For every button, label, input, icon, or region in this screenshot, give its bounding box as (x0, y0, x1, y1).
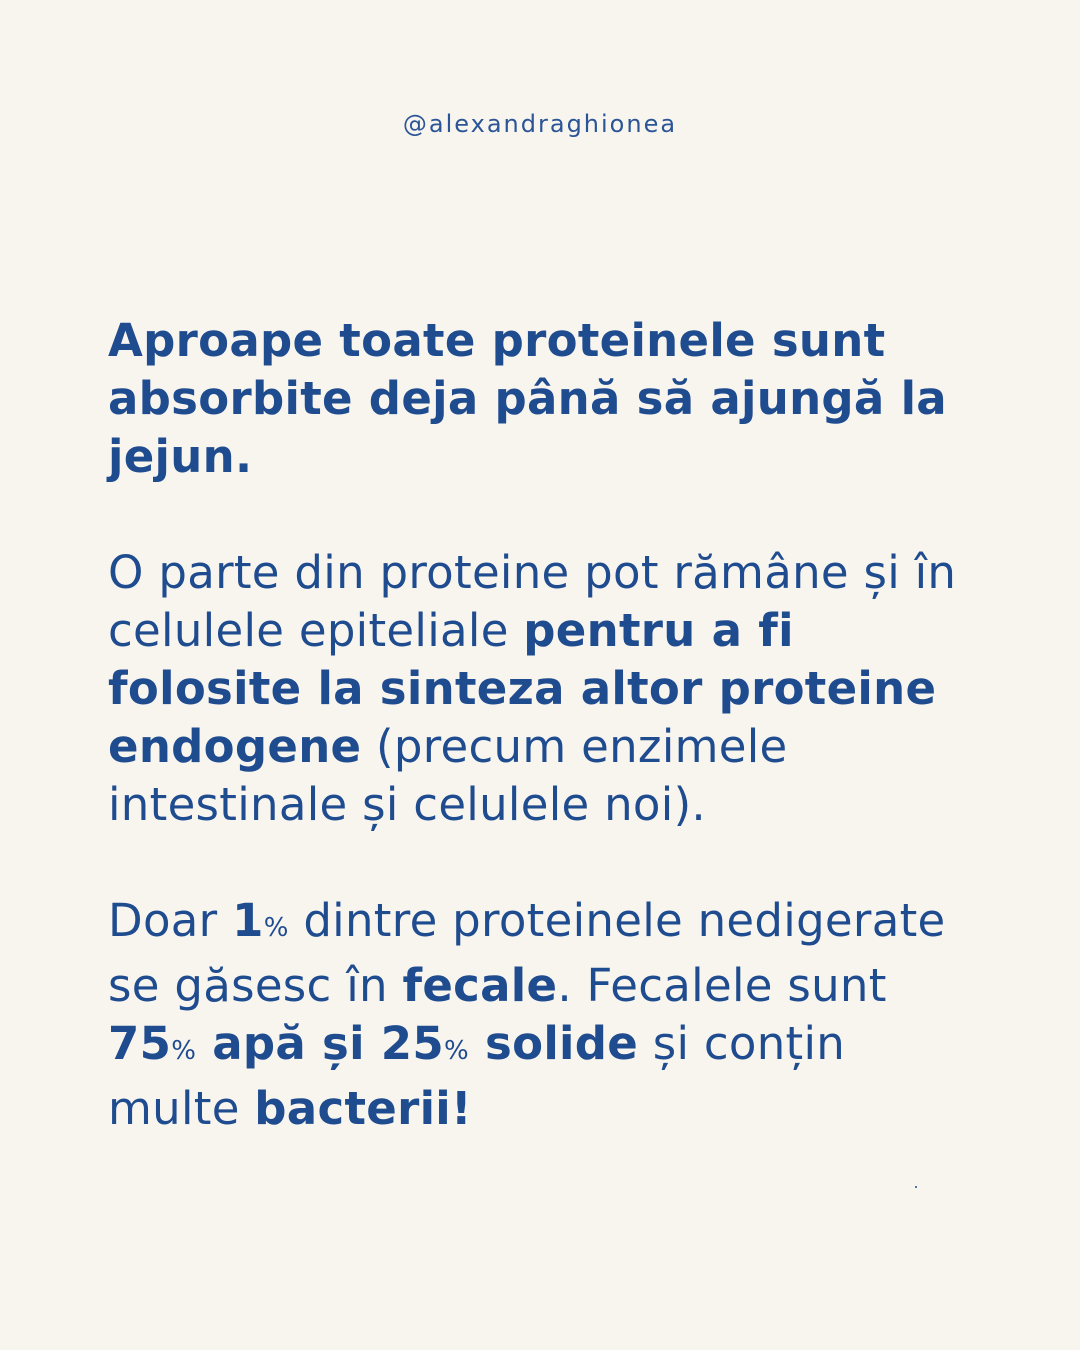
p3-bold-1: 1 (232, 894, 264, 947)
paragraph-1: Aproape toate proteinele sunt absorbite deja până să ajungă la jejun. (108, 314, 947, 483)
post-text (108, 312, 988, 1196)
p3-text-1: Doar (108, 894, 233, 947)
decorative-dot (915, 1186, 917, 1188)
p3-bold-6: bacterii! (254, 1082, 472, 1135)
p2-bold-1: pentru a fi folosite la sinteza altor proteine endogene (108, 604, 937, 773)
p3-bold-4: apă și 25 (196, 1017, 445, 1070)
paragraph-2 (108, 544, 988, 834)
p3-percent-1: % (263, 913, 289, 943)
p3-bold-5: solide (469, 1017, 639, 1070)
paragraph-3 (108, 892, 988, 1138)
p2-text-1: O parte din proteine pot rămâne și în celulele epiteliale (108, 546, 957, 657)
p3-percent-2: % (171, 1036, 197, 1066)
p2-text-2: (precum enzimele intestinale și celulele noi). (108, 720, 788, 831)
p3-text-2: dintre proteinele nedigerate se găsesc în (108, 894, 946, 1012)
p3-bold-2: fecale (402, 959, 558, 1012)
p3-text-4: și conțin multe (108, 1017, 846, 1135)
account-handle: @alexandraghionea (402, 110, 678, 138)
p3-text-3: . Fecalele sunt (557, 959, 887, 1012)
p3-bold-3: 75 (108, 1017, 172, 1070)
p3-percent-3: % (444, 1036, 470, 1066)
